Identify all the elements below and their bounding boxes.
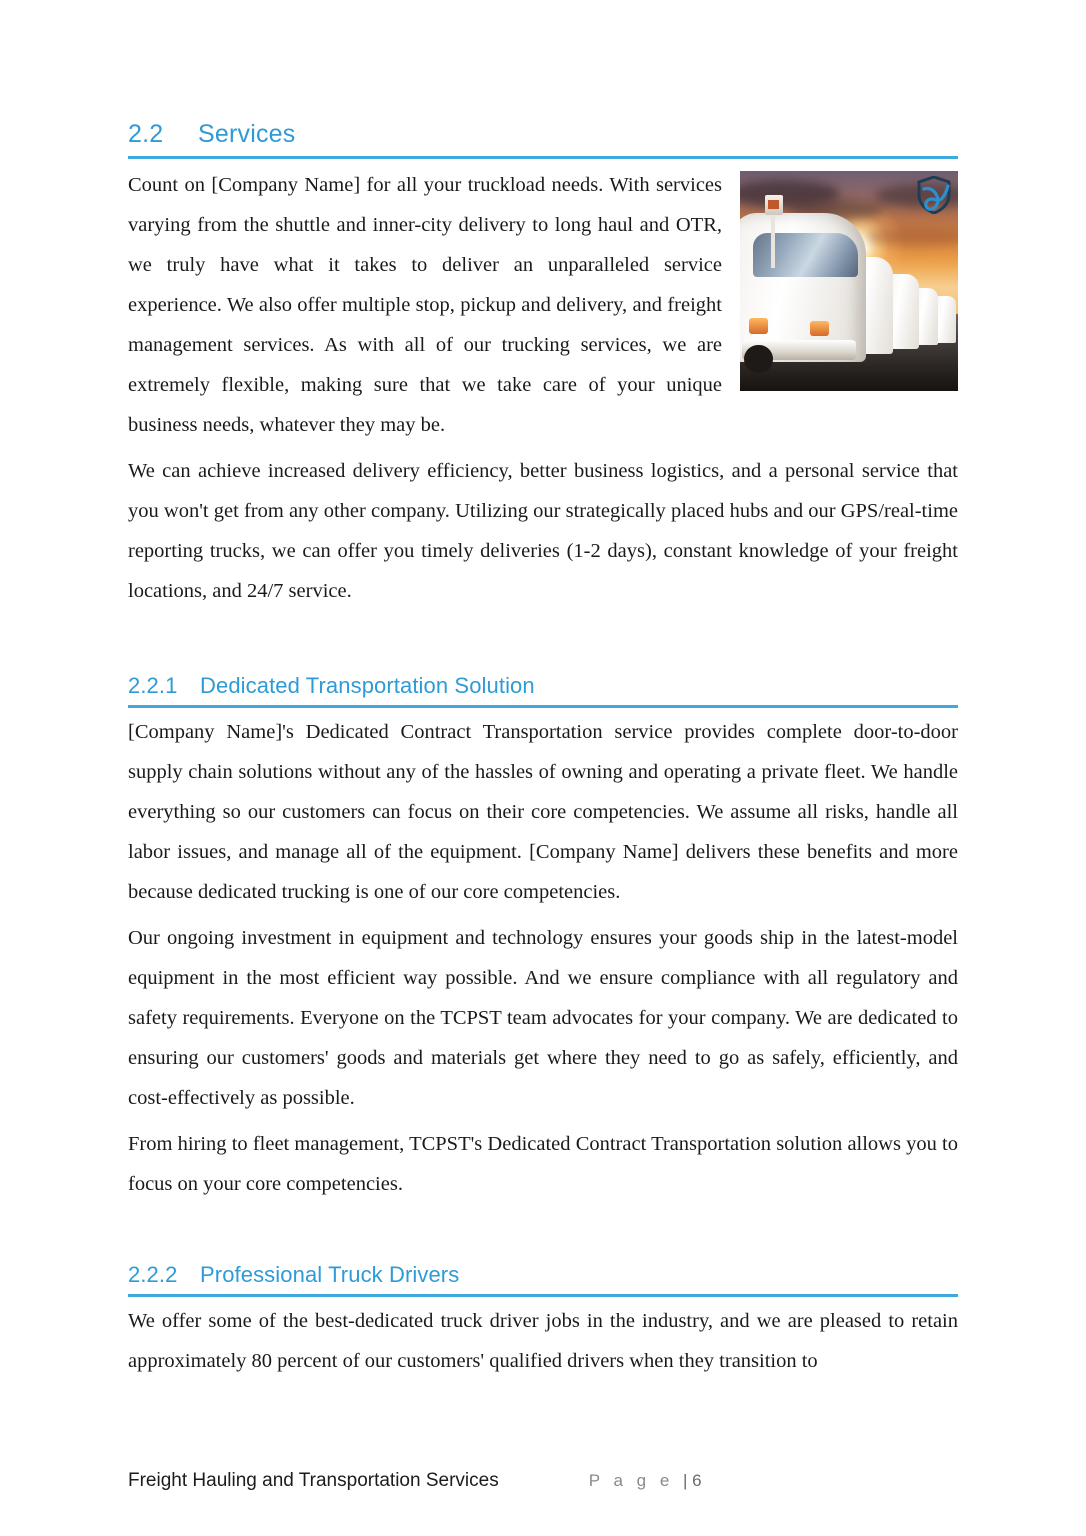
subsection-number: 2.2.1 [128,673,178,698]
footer-page-label: P a g e [588,1471,683,1490]
subsection-heading-2-2-1 [128,673,958,708]
page-footer [128,1470,958,1492]
footer-page-number [589,1471,702,1491]
section-title: Services [198,120,296,148]
paragraph-services-intro: Count on [Company Name] for all your truckload needs. With services varying from the shuttle and inner-city delivery to long haul and OTR, we truly have what it takes to deliver an unparalleled service experience. We also offer multiple stop, pickup and delivery, and freight management services. As with all of our trucking services, we are extremely flexible, making sure that we take care of your unique business needs, whatever they may be. [128,174,722,436]
section-heading-2-2 [128,120,958,159]
image-truck-wheel [744,345,772,374]
subsection-heading-block-1 [128,673,958,708]
section-heading-block [128,120,958,159]
image-truck-light [749,318,769,333]
paragraph-investment: Our ongoing investment in equipment and technology ensures your goods ship in the latest-model equipment in the most efficient way possible. And we ensure compliance with all regulatory and safety requirements. Everyone on the TCPST team advocates for your company. We are dedicated to ensuring our customers' goods and materials get where they need to go as safely, efficiently, and cost-effectively as possible. [128,927,958,1109]
image-truck-light [810,321,830,336]
subsection-heading-block-2 [128,1262,958,1297]
page-content [128,120,958,1381]
paragraph-services-benefits: We can achieve increased delivery efficiency, better business logistics, and a personal service that you won't get from any other company. Utilizing our strategically placed hubs and our GPS/real-time reporting trucks, we can offer you timely deliveries (1-2 days), constant knowledge of your freight locations, and 24/7 service. [128,460,958,602]
section-number: 2.2 [128,120,164,148]
footer-document-title: Freight Hauling and Transportation Services [128,1470,499,1491]
image-truck-windshield [753,233,858,277]
paragraph-fleet-management: From hiring to fleet management, TCPST's Dedicated Contract Transportation solution allows you to focus on your core competencies. [128,1133,958,1195]
subsection-title: Professional Truck Drivers [200,1262,460,1287]
subsection-title: Dedicated Transportation Solution [200,673,535,698]
shield-logo-icon [917,176,951,214]
footer-page-value: | 6 [683,1471,702,1490]
subsection-number: 2.2.2 [128,1262,178,1287]
image-cloud [866,228,958,246]
subsection-heading-2-2-2 [128,1262,958,1297]
paragraph-truck-drivers: We offer some of the best-dedicated truck driver jobs in the industry, and we are pleased to retain approximately 80 percent of our customers' qualified drivers when they transition to [128,1310,958,1372]
truck-fleet-image [740,171,958,391]
paragraph-dedicated-contract: [Company Name]'s Dedicated Contract Transportation service provides complete door-to-door supply chain solutions without any of the hassles of owning and operating a private fleet. We handle everything so our customers can focus on their core competencies. We assume all risks, handle all labor issues, and manage all of the equipment. [Company Name] delivers these benefits and more because dedicated trucking is one of our core competencies. [128,721,958,903]
image-truck-mast-box [765,195,782,215]
